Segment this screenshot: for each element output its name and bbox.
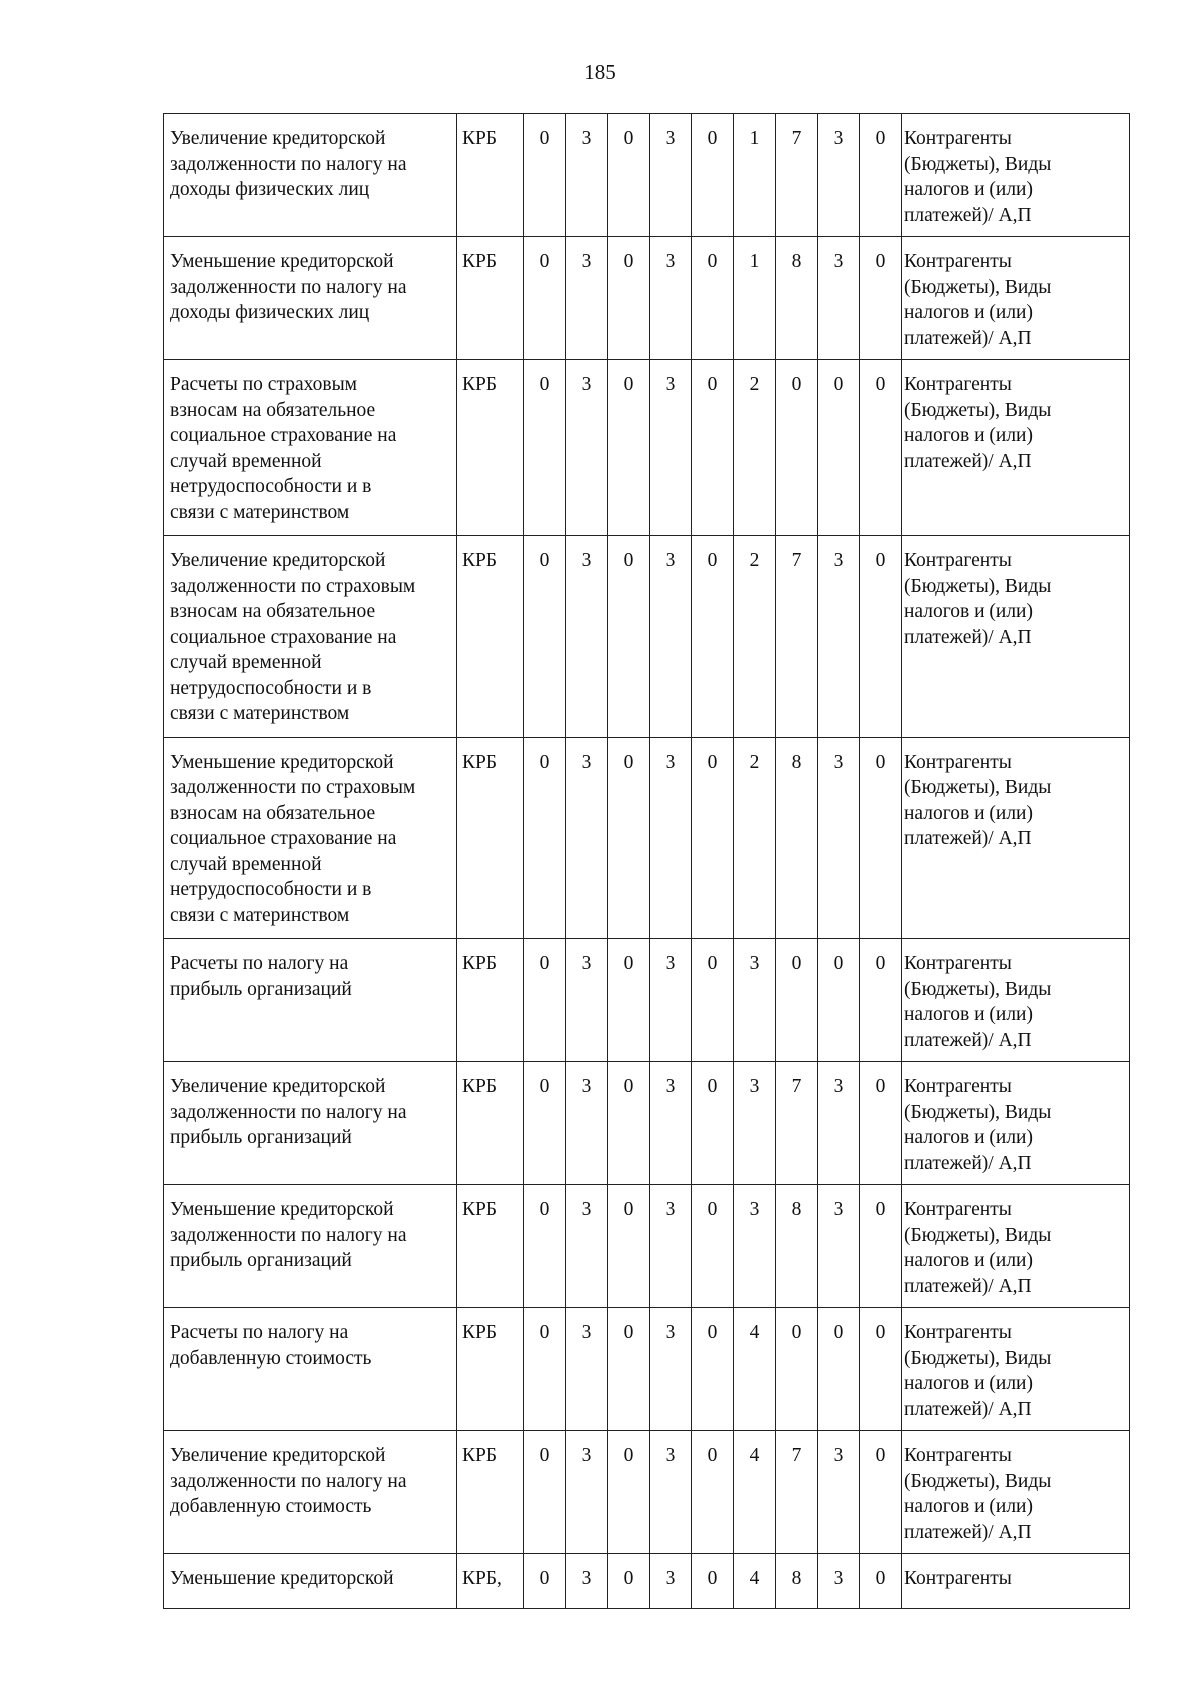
account-digit: 4 (734, 1554, 776, 1609)
budget-code: КРБ (457, 360, 524, 536)
table-row (164, 360, 1130, 536)
account-digit: 8 (776, 737, 818, 939)
account-digit: 3 (566, 237, 608, 360)
account-digit: 0 (692, 360, 734, 536)
account-digit: 7 (776, 114, 818, 237)
account-digit: 0 (692, 536, 734, 738)
account-name-cell (164, 536, 457, 738)
account-name: Уменьшение кредиторской задолженности по налогу на доходы физических лиц (170, 251, 407, 323)
account-digit: 3 (566, 1185, 608, 1308)
account-name: Расчеты по налогу на прибыль организаций (170, 953, 352, 1000)
account-digit: 3 (650, 237, 692, 360)
budget-code: КРБ (457, 939, 524, 1062)
account-digit: 0 (692, 1554, 734, 1609)
table-row (164, 1062, 1130, 1185)
budget-code: КРБ (457, 536, 524, 738)
table-row (164, 1554, 1130, 1609)
analytics-cell (902, 360, 1130, 536)
account-name-cell (164, 1185, 457, 1308)
account-digit: 0 (608, 237, 650, 360)
account-digit: 3 (650, 1308, 692, 1431)
account-digit: 0 (608, 737, 650, 939)
account-digit: 3 (650, 737, 692, 939)
account-digit: 3 (566, 939, 608, 1062)
account-digit: 0 (608, 114, 650, 237)
account-name-cell (164, 237, 457, 360)
table-row (164, 114, 1130, 237)
account-digit: 0 (692, 737, 734, 939)
budget-code: КРБ (457, 1185, 524, 1308)
table-row (164, 536, 1130, 738)
budget-code: КРБ (457, 1062, 524, 1185)
table-row (164, 939, 1130, 1062)
account-digit: 0 (860, 1554, 902, 1609)
account-digit: 0 (776, 360, 818, 536)
account-digit: 3 (818, 737, 860, 939)
account-digit: 0 (524, 1308, 566, 1431)
analytics-cell (902, 1185, 1130, 1308)
account-digit: 0 (860, 737, 902, 939)
account-digit: 4 (734, 1308, 776, 1431)
account-digit: 3 (566, 360, 608, 536)
account-digit: 8 (776, 1185, 818, 1308)
account-digit: 3 (734, 1062, 776, 1185)
account-digit: 8 (776, 237, 818, 360)
account-digit: 0 (524, 536, 566, 738)
account-digit: 2 (734, 360, 776, 536)
account-digit: 3 (734, 1185, 776, 1308)
table-row (164, 737, 1130, 939)
account-name: Уменьшение кредиторской задолженности по налогу на прибыль организаций (170, 1199, 407, 1271)
account-digit: 3 (818, 536, 860, 738)
account-digit: 0 (608, 1431, 650, 1554)
account-digit: 0 (860, 939, 902, 1062)
page-number: 185 (584, 60, 616, 84)
account-digit: 3 (650, 536, 692, 738)
account-digit: 0 (692, 237, 734, 360)
account-digit: 0 (818, 939, 860, 1062)
account-digit: 3 (566, 1554, 608, 1609)
account-digit: 0 (692, 1308, 734, 1431)
account-digit: 7 (776, 1062, 818, 1185)
account-digit: 3 (818, 1062, 860, 1185)
analytics-text: Контрагенты (Бюджеты), Виды налогов и (или) платежей)/ А,П (904, 251, 1052, 349)
analytics-text: Контрагенты (Бюджеты), Виды налогов и (или) платежей)/ А,П (904, 1322, 1052, 1420)
analytics-text: Контрагенты (Бюджеты), Виды налогов и (или) платежей)/ А,П (904, 128, 1052, 226)
account-name-cell (164, 1062, 457, 1185)
budget-code: КРБ (457, 237, 524, 360)
account-digit: 3 (818, 1431, 860, 1554)
account-digit: 0 (860, 114, 902, 237)
accounts-table (163, 113, 1130, 1609)
account-digit: 8 (776, 1554, 818, 1609)
analytics-text: Контрагенты (Бюджеты), Виды налогов и (или) платежей)/ А,П (904, 1199, 1052, 1297)
account-digit: 3 (650, 1554, 692, 1609)
analytics-text: Контрагенты (Бюджеты), Виды налогов и (или) платежей)/ А,П (904, 550, 1052, 648)
budget-code: КРБ (457, 1308, 524, 1431)
analytics-cell (902, 939, 1130, 1062)
account-digit: 1 (734, 237, 776, 360)
analytics-cell (902, 114, 1130, 237)
account-name: Уменьшение кредиторской задолженности по страховым взносам на обязательное социальное страхование на случай временной нетрудоспособности и в связи с материнством (170, 751, 416, 926)
analytics-text: Контрагенты (Бюджеты), Виды налогов и (или) платежей)/ А,П (904, 374, 1052, 472)
account-name: Расчеты по налогу на добавленную стоимость (170, 1322, 372, 1369)
account-name-cell (164, 737, 457, 939)
account-digit: 3 (566, 114, 608, 237)
analytics-cell (902, 737, 1130, 939)
analytics-text: Контрагенты (Бюджеты), Виды налогов и (или) платежей)/ А,П (904, 1076, 1052, 1174)
analytics-cell (902, 1554, 1130, 1609)
account-digit: 0 (608, 939, 650, 1062)
account-name-cell (164, 1431, 457, 1554)
account-digit: 0 (692, 1185, 734, 1308)
account-digit: 3 (566, 1431, 608, 1554)
table-row (164, 237, 1130, 360)
budget-code: КРБ, (457, 1554, 524, 1609)
account-digit: 3 (650, 939, 692, 1062)
account-digit: 0 (608, 360, 650, 536)
account-digit: 3 (734, 939, 776, 1062)
account-name: Уменьшение кредиторской (170, 1568, 394, 1589)
account-digit: 0 (692, 1431, 734, 1554)
analytics-cell (902, 1431, 1130, 1554)
account-digit: 0 (860, 1431, 902, 1554)
account-digit: 0 (524, 1185, 566, 1308)
account-name: Увеличение кредиторской задолженности по налогу на добавленную стоимость (170, 1445, 407, 1517)
account-digit: 0 (818, 1308, 860, 1431)
account-digit: 1 (734, 114, 776, 237)
account-digit: 0 (524, 939, 566, 1062)
analytics-cell (902, 1308, 1130, 1431)
budget-code: КРБ (457, 737, 524, 939)
analytics-cell (902, 536, 1130, 738)
account-digit: 0 (524, 114, 566, 237)
account-digit: 0 (524, 737, 566, 939)
account-digit: 3 (818, 1185, 860, 1308)
account-digit: 0 (524, 1554, 566, 1609)
account-digit: 0 (608, 1185, 650, 1308)
account-digit: 3 (566, 1308, 608, 1431)
account-name-cell (164, 1308, 457, 1431)
account-digit: 0 (860, 237, 902, 360)
account-digit: 0 (524, 237, 566, 360)
account-digit: 0 (524, 1062, 566, 1185)
analytics-text: Контрагенты (Бюджеты), Виды налогов и (или) платежей)/ А,П (904, 1445, 1052, 1543)
account-digit: 0 (860, 1062, 902, 1185)
table-row (164, 1185, 1130, 1308)
analytics-cell (902, 237, 1130, 360)
account-digit: 0 (818, 360, 860, 536)
account-digit: 3 (566, 737, 608, 939)
analytics-text: Контрагенты (Бюджеты), Виды налогов и (или) платежей)/ А,П (904, 751, 1052, 849)
account-digit: 2 (734, 536, 776, 738)
budget-code: КРБ (457, 114, 524, 237)
account-digit: 0 (692, 1062, 734, 1185)
account-name: Увеличение кредиторской задолженности по налогу на доходы физических лиц (170, 128, 407, 200)
account-digit: 7 (776, 536, 818, 738)
account-name-cell (164, 360, 457, 536)
account-digit: 0 (860, 1308, 902, 1431)
account-digit: 2 (734, 737, 776, 939)
account-digit: 0 (524, 360, 566, 536)
account-name: Увеличение кредиторской задолженности по налогу на прибыль организаций (170, 1076, 407, 1148)
table-row (164, 1308, 1130, 1431)
account-digit: 3 (650, 1185, 692, 1308)
account-digit: 3 (650, 114, 692, 237)
table-row (164, 1431, 1130, 1554)
account-digit: 3 (818, 237, 860, 360)
analytics-cell (902, 1062, 1130, 1185)
analytics-text: Контрагенты (Бюджеты), Виды налогов и (или) платежей)/ А,П (904, 953, 1052, 1051)
account-digit: 0 (860, 360, 902, 536)
account-digit: 0 (608, 1308, 650, 1431)
budget-code: КРБ (457, 1431, 524, 1554)
account-digit: 3 (650, 1062, 692, 1185)
account-digit: 0 (860, 1185, 902, 1308)
account-digit: 3 (818, 114, 860, 237)
account-name-cell (164, 1554, 457, 1609)
account-digit: 0 (692, 114, 734, 237)
account-digit: 0 (860, 536, 902, 738)
analytics-text: Контрагенты (904, 1568, 1012, 1589)
account-digit: 0 (776, 939, 818, 1062)
account-digit: 7 (776, 1431, 818, 1554)
account-digit: 3 (566, 536, 608, 738)
account-digit: 0 (608, 1554, 650, 1609)
account-digit: 0 (608, 1062, 650, 1185)
account-digit: 3 (566, 1062, 608, 1185)
account-digit: 0 (692, 939, 734, 1062)
account-digit: 0 (524, 1431, 566, 1554)
account-digit: 0 (608, 536, 650, 738)
account-name: Расчеты по страховым взносам на обязательное социальное страхование на случай временной нетрудоспособности и в связи с материнством (170, 374, 397, 523)
account-name-cell (164, 939, 457, 1062)
account-name-cell (164, 114, 457, 237)
account-digit: 0 (776, 1308, 818, 1431)
account-name: Увеличение кредиторской задолженности по страховым взносам на обязательное социальное страхование на случай временной нетрудоспособности и в связи с материнством (170, 550, 416, 724)
account-digit: 3 (650, 1431, 692, 1554)
account-digit: 4 (734, 1431, 776, 1554)
account-digit: 3 (650, 360, 692, 536)
account-digit: 3 (818, 1554, 860, 1609)
